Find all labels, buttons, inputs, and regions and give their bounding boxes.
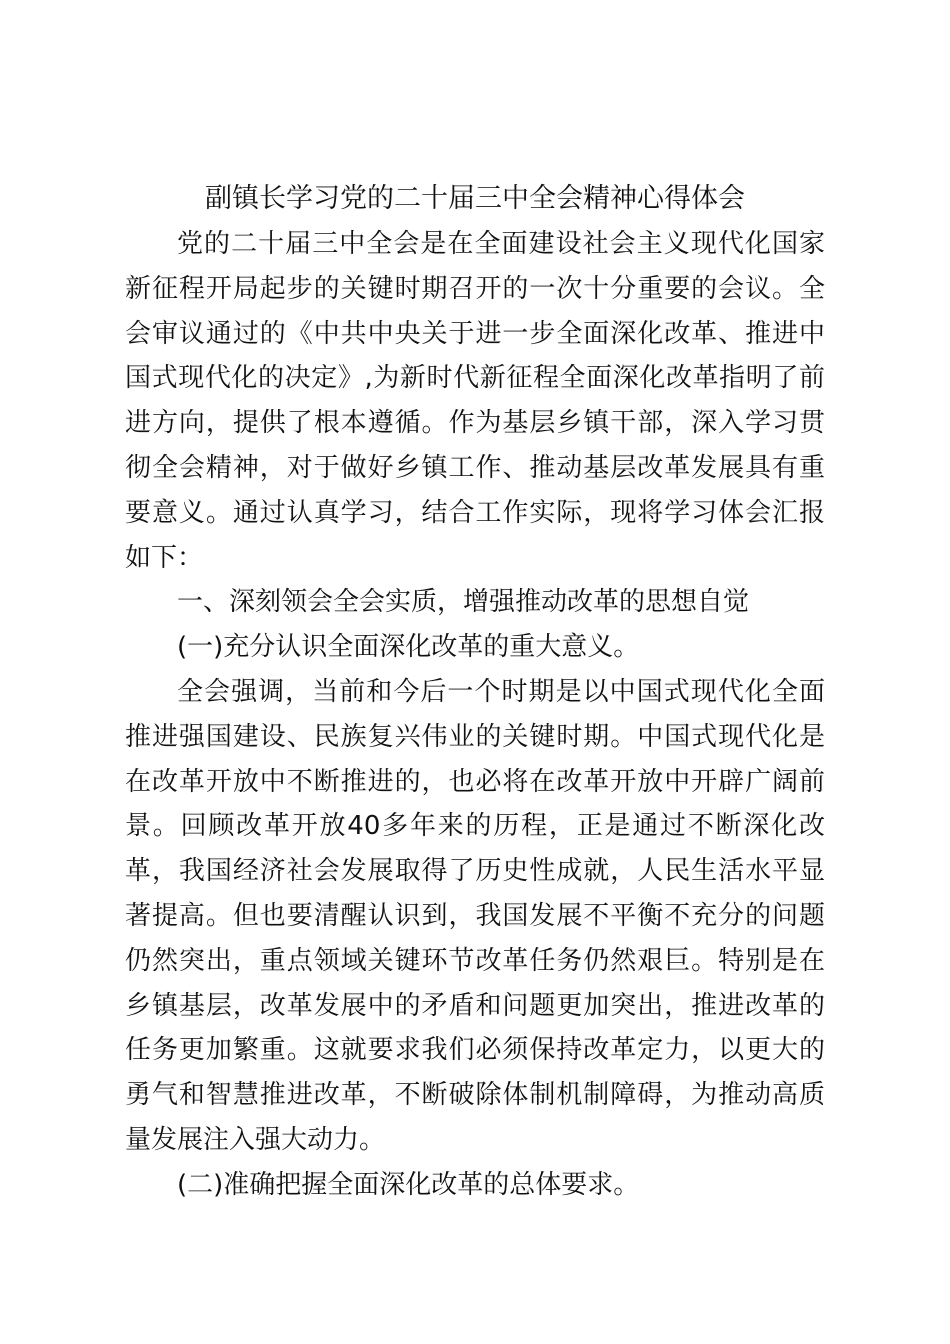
subsection-heading-2: (二)准确把握全面深化改革的总体要求。	[177, 1169, 640, 1200]
subsection-heading-1: (一)充分认识全面深化改革的重大意义。	[177, 632, 640, 663]
document-body	[125, 222, 825, 1208]
section-heading-1: 一、深刻领会全会实质，增强推动改革的思想自觉	[177, 587, 750, 618]
intro-paragraph: 党的二十届三中全会是在全面建设社会主义现代化国家新征程开局起步的关键时期召开的一次十分重要的会议。全会审议通过的《中共中央关于进一步全面深化改革、推进中国式现代化的决定》,为新时代新征程全面深化改革指明了前进方向，提供了根本遵循。作为基层乡镇干部，深入学习贯彻全会精神，对于做好乡镇工作、推动基层改革发展具有重要意义。通过认真学习，结合工作实际，现将学习体会汇报如下：	[125, 229, 825, 573]
document-title: 副镇长学习党的二十届三中全会精神心得体会	[205, 183, 745, 214]
body-paragraph-1: 全会强调，当前和今后一个时期是以中国式现代化全面推进强国建设、民族复兴伟业的关键时期。中国式现代化是在改革开放中不断推进的，也必将在改革开放中开辟广阔前景。回顾改革开放40多年来的历程，正是通过不断深化改革，我国经济社会发展取得了历史性成就，人民生活水平显著提高。但也要清醒认识到，我国发展不平衡不充分的问题仍然突出，重点领域关键环节改革任务仍然艰巨。特别是在乡镇基层，改革发展中的矛盾和问题更加突出，推进改革的任务更加繁重。这就要求我们必须保持改革定力，以更大的勇气和智慧推进改革，不断破除体制机制障碍，为推动高质量发展注入强大动力。	[125, 676, 825, 1155]
